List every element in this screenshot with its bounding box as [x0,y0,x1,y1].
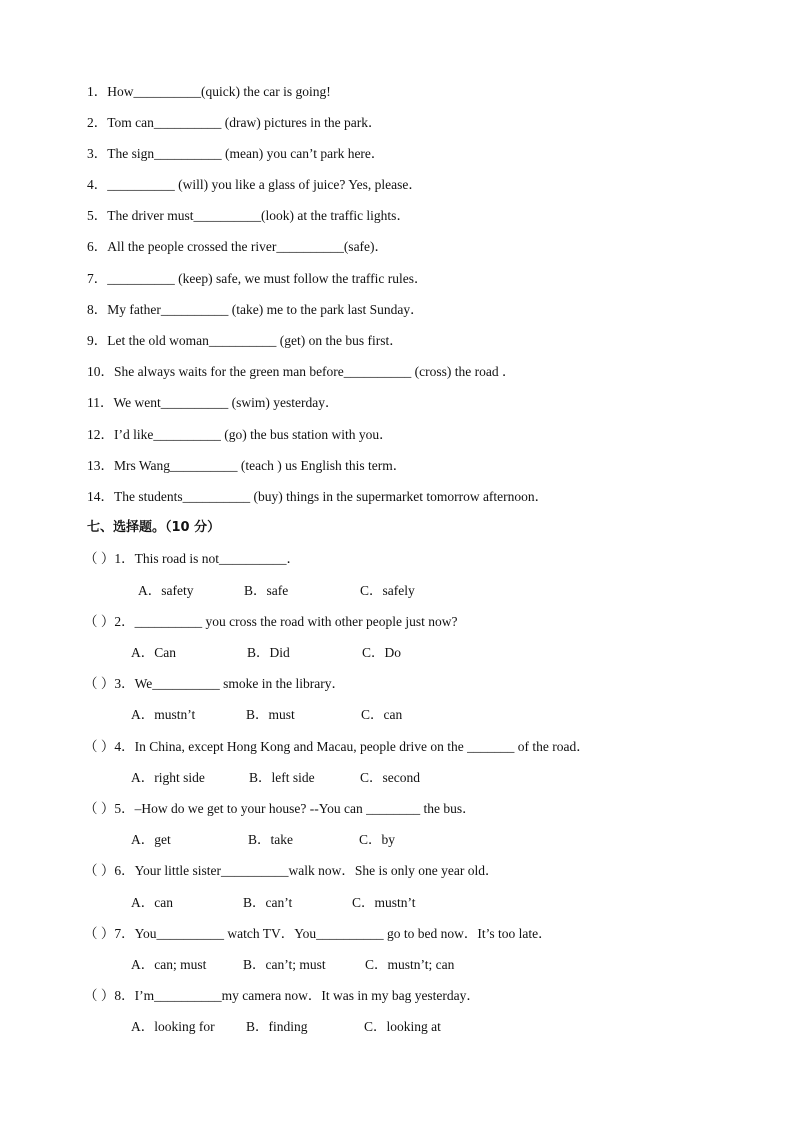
fill-in-item-5: 5．The driver must__________(look) at the traffic lights． [87,208,410,223]
option-a: A．get [131,832,171,847]
fill-in-item-7: 7．__________ (keep) safe, we must follow the traffic rules． [87,271,428,286]
option-a: A．can; must [131,957,207,972]
option-b: B．can’t [243,895,293,910]
option-c: C．can [361,707,403,722]
option-b: B．Did [247,645,290,660]
choice-question-2: （ ）2．__________ you cross the road with other people just now? [84,614,458,629]
section-heading: 七、选择题。（10 分） [87,520,221,535]
option-a: A．right side [131,770,205,785]
choice-question-4: （ ）4．In China, except Hong Kong and Macau, people drive on the _______ of the road． [84,739,590,754]
fill-in-item-1: 1．How__________(quick) the car is going! [87,84,331,99]
option-c: C．Do [362,645,402,660]
choice-question-8: （ ）8．I’m__________my camera now．It was in my bag yesterday． [84,988,480,1003]
option-a: A．mustn’t [131,707,196,722]
option-a: A．Can [131,645,176,660]
option-c: C．safely [360,583,415,598]
option-c: C．looking at [364,1019,441,1034]
choice-question-1: （ ）1．This road is not__________． [84,551,300,566]
option-b: B．left side [249,770,315,785]
option-b: B．can’t; must [243,957,326,972]
fill-in-item-6: 6．All the people crossed the river__________(safe)． [87,239,389,254]
fill-in-item-11: 11．We went__________ (swim) yesterday． [87,395,339,410]
option-b: B．safe [244,583,289,598]
fill-in-item-13: 13．Mrs Wang__________ (teach ) us English this term． [87,458,407,473]
fill-in-item-2: 2．Tom can__________ (draw) pictures in the park． [87,115,382,130]
fill-in-item-9: 9．Let the old woman__________ (get) on the bus first． [87,333,403,348]
fill-in-item-3: 3．The sign__________ (mean) you can’t park here． [87,146,385,161]
option-a: A．safety [138,583,194,598]
option-b: B．must [246,707,295,722]
fill-in-item-14: 14．The students__________ (buy) things in the supermarket tomorrow afternoon． [87,489,549,504]
option-a: A．can [131,895,173,910]
option-b: B．take [248,832,293,847]
option-c: C．second [360,770,420,785]
fill-in-item-4: 4．__________ (will) you like a glass of juice? Yes, please． [87,177,422,192]
option-a: A．looking for [131,1019,215,1034]
choice-question-3: （ ）3．We__________ smoke in the library． [84,676,346,691]
fill-in-item-10: 10．She always waits for the green man before__________ (cross) the road ． [87,364,516,379]
choice-question-5: （ ）5．–How do we get to your house? --You can ________ the bus． [84,801,476,816]
option-c: C．mustn’t [352,895,416,910]
choice-question-6: （ ）6．Your little sister__________walk now．She is only one year old． [84,863,499,878]
option-b: B．finding [246,1019,308,1034]
choice-question-7: （ ）7．You__________ watch TV．You__________ go to bed now．It’s too late． [84,926,552,941]
fill-in-item-12: 12．I’d like__________ (go) the bus station with you． [87,427,393,442]
option-c: C．by [359,832,396,847]
option-c: C．mustn’t; can [365,957,455,972]
fill-in-item-8: 8．My father__________ (take) me to the park last Sunday． [87,302,424,317]
